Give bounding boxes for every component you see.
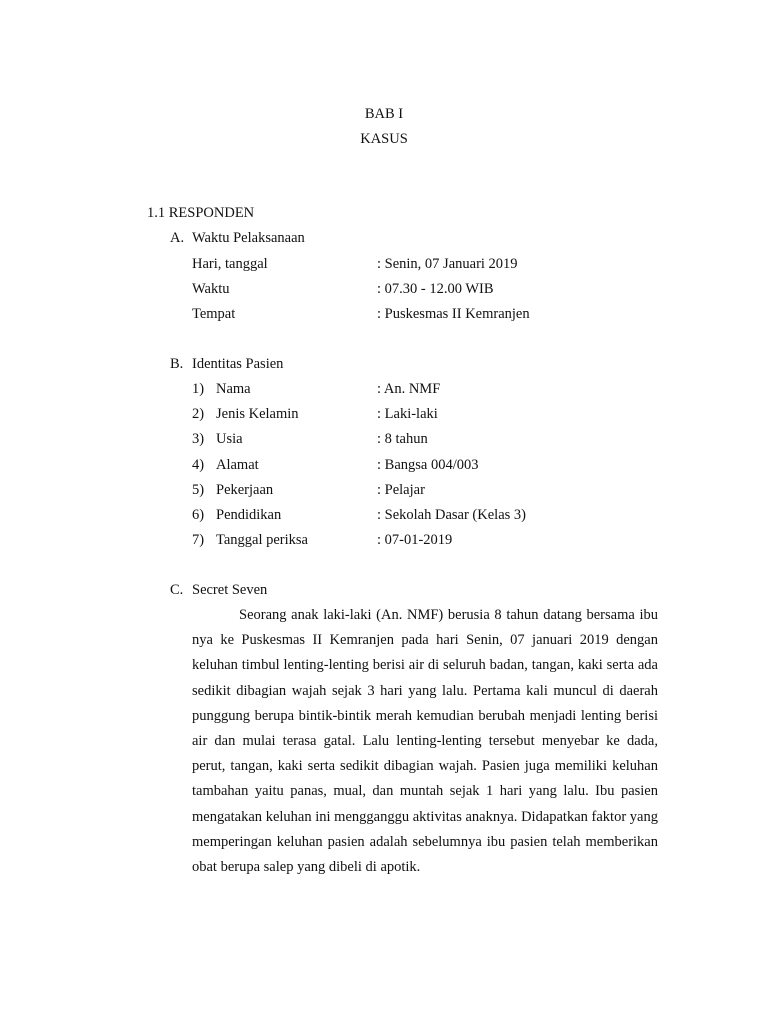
identitas-heading-text: Identitas Pasien [192, 356, 284, 372]
identitas-row [0, 458, 768, 476]
identitas-heading [0, 357, 768, 375]
waktu-heading-text: Waktu Pelaksanaan [192, 230, 305, 246]
identitas-row-number: 3) [192, 431, 205, 447]
secret-heading-marker: C. [170, 582, 184, 598]
identitas-row [0, 483, 768, 501]
waktu-row [0, 282, 768, 300]
identitas-row-number: 1) [192, 381, 205, 397]
identitas-row [0, 508, 768, 526]
identitas-row-label: Pekerjaan [216, 482, 274, 498]
waktu-row-label: Hari, tanggal [192, 256, 268, 272]
waktu-row-value: : 07.30 - 12.00 WIB [377, 281, 494, 297]
secret-heading [0, 583, 768, 601]
waktu-heading [0, 231, 768, 249]
waktu-row-label: Tempat [192, 306, 236, 322]
waktu-row-value: : Senin, 07 Januari 2019 [377, 256, 518, 272]
identitas-row-number: 7) [192, 532, 205, 548]
identitas-row-label: Tanggal periksa [216, 532, 308, 548]
secret-paragraph: Seorang anak laki-laki (An. NMF) berusia 8 tahun datang bersama ibu nya ke Puskesmas II Kemranjen pada hari Senin, 07 januari 2019 dengan keluhan timbul lenting-lenting berisi air di seluruh badan, tangan, kaki serta ada sedikit dibagian wajah sejak 3 hari yang lalu. Pertama kali muncul di daerah punggung berupa bintik-bintik merah kemudian berubah menjadi lenting berisi air dan mulai terasa gatal. Lalu lenting-lenting tersebut menyebar ke dada, perut, tangan, kaki serta sedikit dibagian wajah. Pasien juga memiliki keluhan tambahan yaitu panas, mual, dan muntah sejak 1 hari yang lalu. Ibu pasien mengatakan keluhan ini mengganggu aktivitas anaknya. Didapatkan faktor yang memperingan keluhan pasien adalah sebelumnya ibu pasien telah memberikan obat berupa salep yang dibeli di apotik. [192, 607, 658, 876]
waktu-row-value: : Puskesmas II Kemranjen [377, 306, 530, 322]
identitas-row-number: 4) [192, 457, 205, 473]
identitas-row-label: Jenis Kelamin [216, 406, 299, 422]
waktu-heading-marker: A. [170, 230, 185, 246]
identitas-row-label: Usia [216, 431, 243, 447]
identitas-row-value: : 07-01-2019 [377, 532, 453, 548]
identitas-row [0, 407, 768, 425]
identitas-row-label: Alamat [216, 457, 259, 473]
identitas-row-value: : An. NMF [377, 381, 441, 397]
waktu-row [0, 307, 768, 325]
identitas-row-value: : Pelajar [377, 482, 425, 498]
identitas-row-value: : Bangsa 004/003 [377, 457, 479, 473]
waktu-row [0, 257, 768, 275]
chapter-number: BAB I [364, 106, 404, 122]
section-title: 1.1 RESPONDEN [147, 205, 255, 221]
secret-heading-text: Secret Seven [192, 582, 268, 598]
identitas-row-number: 5) [192, 482, 205, 498]
identitas-row-value: : 8 tahun [377, 431, 428, 447]
identitas-heading-marker: B. [170, 356, 184, 372]
identitas-row [0, 533, 768, 551]
identitas-row-value: : Laki-laki [377, 406, 438, 422]
identitas-row [0, 382, 768, 400]
identitas-row-value: : Sekolah Dasar (Kelas 3) [377, 507, 526, 523]
chapter-title: KASUS [360, 131, 408, 147]
identitas-row-number: 2) [192, 406, 205, 422]
identitas-row-label: Pendidikan [216, 507, 282, 523]
identitas-row [0, 432, 768, 450]
waktu-row-label: Waktu [192, 281, 230, 297]
identitas-row-label: Nama [216, 381, 251, 397]
identitas-row-number: 6) [192, 507, 205, 523]
